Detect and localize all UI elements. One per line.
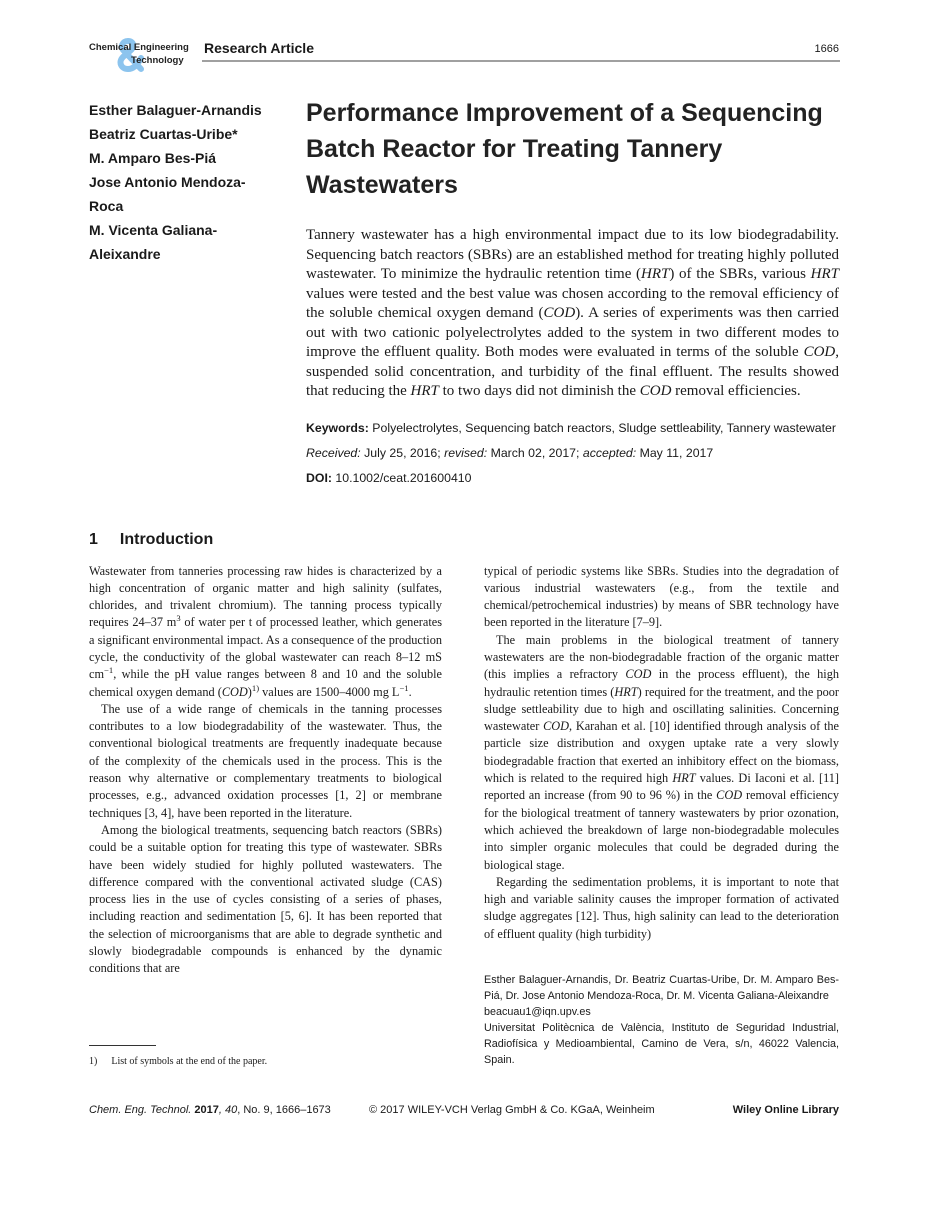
section-number: 1: [89, 530, 98, 548]
paragraph: typical of periodic systems like SBRs. Studies into the degradation of various industrial wastewaters (e.g., from the textile and chemical/petrochemical industries) by means of SBR technology have been reported in the literature [7–9].: [484, 563, 839, 630]
superscript: −1: [399, 682, 409, 693]
italic-term: COD: [625, 667, 652, 682]
received-date: July 25, 2016;: [360, 445, 445, 460]
journal-logo: [89, 38, 189, 70]
paragraph: Wastewater from tanneries processing raw hides is characterized by a high concentration of organic matter and high salinity (sulfates, chlorides, and trivalent chromium). The tanning process typically requires 24–37 $m^3$ of water per t of processed leather, which generates a significant environmental impact. As a consequence of the production cycle, the conductivity of the global wastewater can reach 8–12 mS $cm^{-1}$, while the pH value ranges between 8 and 10 and the soluble chemical oxygen demand (COD)$^{1)}$ values are 1500–4000 mg $L^{-1}$.: [89, 563, 442, 699]
doi-label: DOI:: [306, 470, 332, 485]
superscript: 1): [251, 682, 260, 693]
accepted-date: May 11, 2017: [636, 445, 714, 460]
italic-term: HRT: [614, 684, 638, 699]
article-meta: [306, 420, 839, 487]
paragraph: Among the biological treatments, sequencing batch reactors (SBRs) could be a suitable option for treating this type of wastewater. SBRs have been widely studied for highly polluted wastewaters. The difference compared with the conventional activated sludge (CAS) process lies in the use of cycles consisting of a series of phases, including reaction and sedimentation [5, 6]. It has been reported that the selection of microorganisms that are able to degrade synthetic and slowly biodegradable compounds is enhanced by the dynamic conditions that are: [89, 822, 442, 976]
journal-abbrev: Chem. Eng. Technol.: [89, 1103, 192, 1116]
italic-term: COD: [639, 383, 672, 399]
footnote-divider: [89, 1045, 156, 1046]
corresponding-email[interactable]: beacuau1@iqn.upv.es: [484, 1005, 591, 1018]
author: Esther Balaguer-Arnandis: [89, 102, 262, 118]
section-heading: [89, 531, 839, 549]
italic-term: HRT: [641, 266, 670, 282]
copyright: © 2017 WILEY-VCH Verlag GmbH & Co. KGaA, Weinheim: [369, 1103, 655, 1116]
author: M. Vicenta Galiana-Aleixandre: [89, 222, 218, 262]
italic-term: COD: [543, 305, 576, 321]
footnote-area: [89, 1031, 442, 1068]
doi: [306, 470, 839, 487]
revised-label: revised:: [444, 445, 488, 460]
accepted-label: accepted:: [582, 445, 637, 460]
italic-term: COD: [543, 719, 570, 734]
revised-date: March 02, 2017;: [487, 445, 583, 460]
italic-term: COD: [716, 788, 743, 803]
italic-term: HRT: [672, 771, 696, 786]
journal-name-line2: Technology: [131, 55, 184, 66]
footnote-text: List of symbols at the end of the paper.: [111, 1055, 268, 1067]
article-body: [89, 95, 839, 1120]
section-label: Research Article: [204, 40, 314, 56]
author-affiliation: [484, 956, 839, 1068]
italic-term: COD: [221, 684, 248, 699]
author: Jose Antonio Mendoza-Roca: [89, 174, 246, 214]
year: 2017: [191, 1103, 219, 1116]
italic-term: HRT: [810, 266, 839, 282]
abstract: Tannery wastewater has a high environmental impact due to its low biodegradability. Sequencing batch reactors (SBRs) are an established method for treating highly polluted wastewater. To minimize the hydraulic retention time (HRT) of the SBRs, various HRT values were tested and the best value was chosen according to the removal efficiency of the soluble chemical oxygen demand (COD). A series of experiments was then carried out with two cationic polyelectrolytes added to the system in two different modes to improve the effluent quality. Both modes were evaluated in terms of the soluble COD, suspended solid concentration, and turbidity of the final effluent. The results showed that reducing the HRT to two days did not diminish the COD removal efficiencies.: [306, 227, 839, 399]
footnote-marker: 1): [89, 1055, 98, 1067]
affiliation-names: Esther Balaguer-Arnandis, Dr. Beatriz Cuartas-Uribe, Dr. M. Amparo Bes-Piá, Dr. Jose Antonio Mendoza-Roca, Dr. M. Vicenta Galiana-Aleixandre: [484, 973, 839, 1002]
affiliation-address: Universitat Politècnica de València, Instituto de Seguridad Industrial, Radiofísica y Medioambiental, Camino de Vera, s/n, 46022 Valencia, Spain.: [484, 1021, 839, 1066]
wiley-online-library-link[interactable]: Wiley Online Library: [732, 1103, 839, 1116]
history-dates: [306, 445, 839, 462]
author-list: [89, 98, 279, 495]
journal-name-line1: Chemical Engineering: [89, 42, 189, 53]
header-divider: [202, 60, 840, 62]
paragraph: The main problems in the biological treatment of tannery wastewaters are the non-biodegradable fraction of the organic matter (this implies a refractory COD in the process effluent), the high hydraulic retention times (HRT) required for the treatment, and the poor sludge settleability due to high and oscillating salinities. Concerning wastewater COD, Karahan et al. [10] identified through analysis of the particle size distribution and oxygen uptake rate a very slowly biodegradable fraction that exerted an inhibitory effect on the biomass, which is related to the required high HRT values. Di Iaconi et al. [11] reported an increase (from 90 to 96 %) in the COD removal efficiency for the biological treatment of tannery wastewaters by prior ozonation, which achieved the breakdown of large non-biodegradable molecules into simpler organic molecules that could be degraded during the biological stage.: [484, 632, 840, 872]
volume: , 40: [218, 1103, 238, 1116]
left-column: [89, 563, 442, 1068]
keywords: [306, 420, 839, 437]
keywords-label: Keywords:: [306, 420, 369, 435]
page-number: 1666: [814, 43, 839, 55]
superscript: −1: [104, 665, 114, 676]
page-footer: [89, 1104, 839, 1120]
two-column-body: [89, 563, 839, 1068]
italic-term: COD: [803, 344, 836, 360]
author: Beatriz Cuartas-Uribe*: [89, 126, 238, 142]
footnote: [89, 1055, 442, 1068]
italic-term: HRT: [410, 383, 439, 399]
received-label: Received:: [306, 445, 361, 460]
issue-pages: , No. 9, 1666–1673: [237, 1103, 331, 1116]
author: M. Amparo Bes-Piá: [89, 150, 217, 166]
right-column: [484, 563, 839, 1068]
superscript: 3: [176, 613, 181, 624]
doi-link[interactable]: 10.1002/ceat.201600410: [331, 470, 472, 485]
title-abstract-block: [306, 95, 839, 495]
section-title: Introduction: [119, 530, 214, 548]
paragraph: Regarding the sedimentation problems, it is important to note that high and variable salinity causes the improper formation of activated sludge aggregates [12]. Thus, high salinity can lead to the deterioration of effluent quality (high turbidity): [484, 874, 839, 941]
paragraph: The use of a wide range of chemicals in the tanning processes contributes to a low biodegradability of the wastewater. Thus, the conventional biological treatments are frequently inadequate because of the complexity of the chemicals used in the process. This is the reason why alternative or complementary treatments to biological processes, e.g., advanced oxidation processes [1, 2] or membrane techniques [3, 4], have been reported in the literature.: [89, 701, 442, 820]
article-front-matter: [89, 95, 839, 495]
paper-title: Performance Improvement of a Sequencing Batch Reactor for Treating Tannery Wastewaters: [306, 99, 823, 199]
keywords-text: Polyelectrolytes, Sequencing batch reactors, Sludge settleability, Tannery wastewater: [368, 420, 836, 435]
citation: [89, 1104, 331, 1116]
